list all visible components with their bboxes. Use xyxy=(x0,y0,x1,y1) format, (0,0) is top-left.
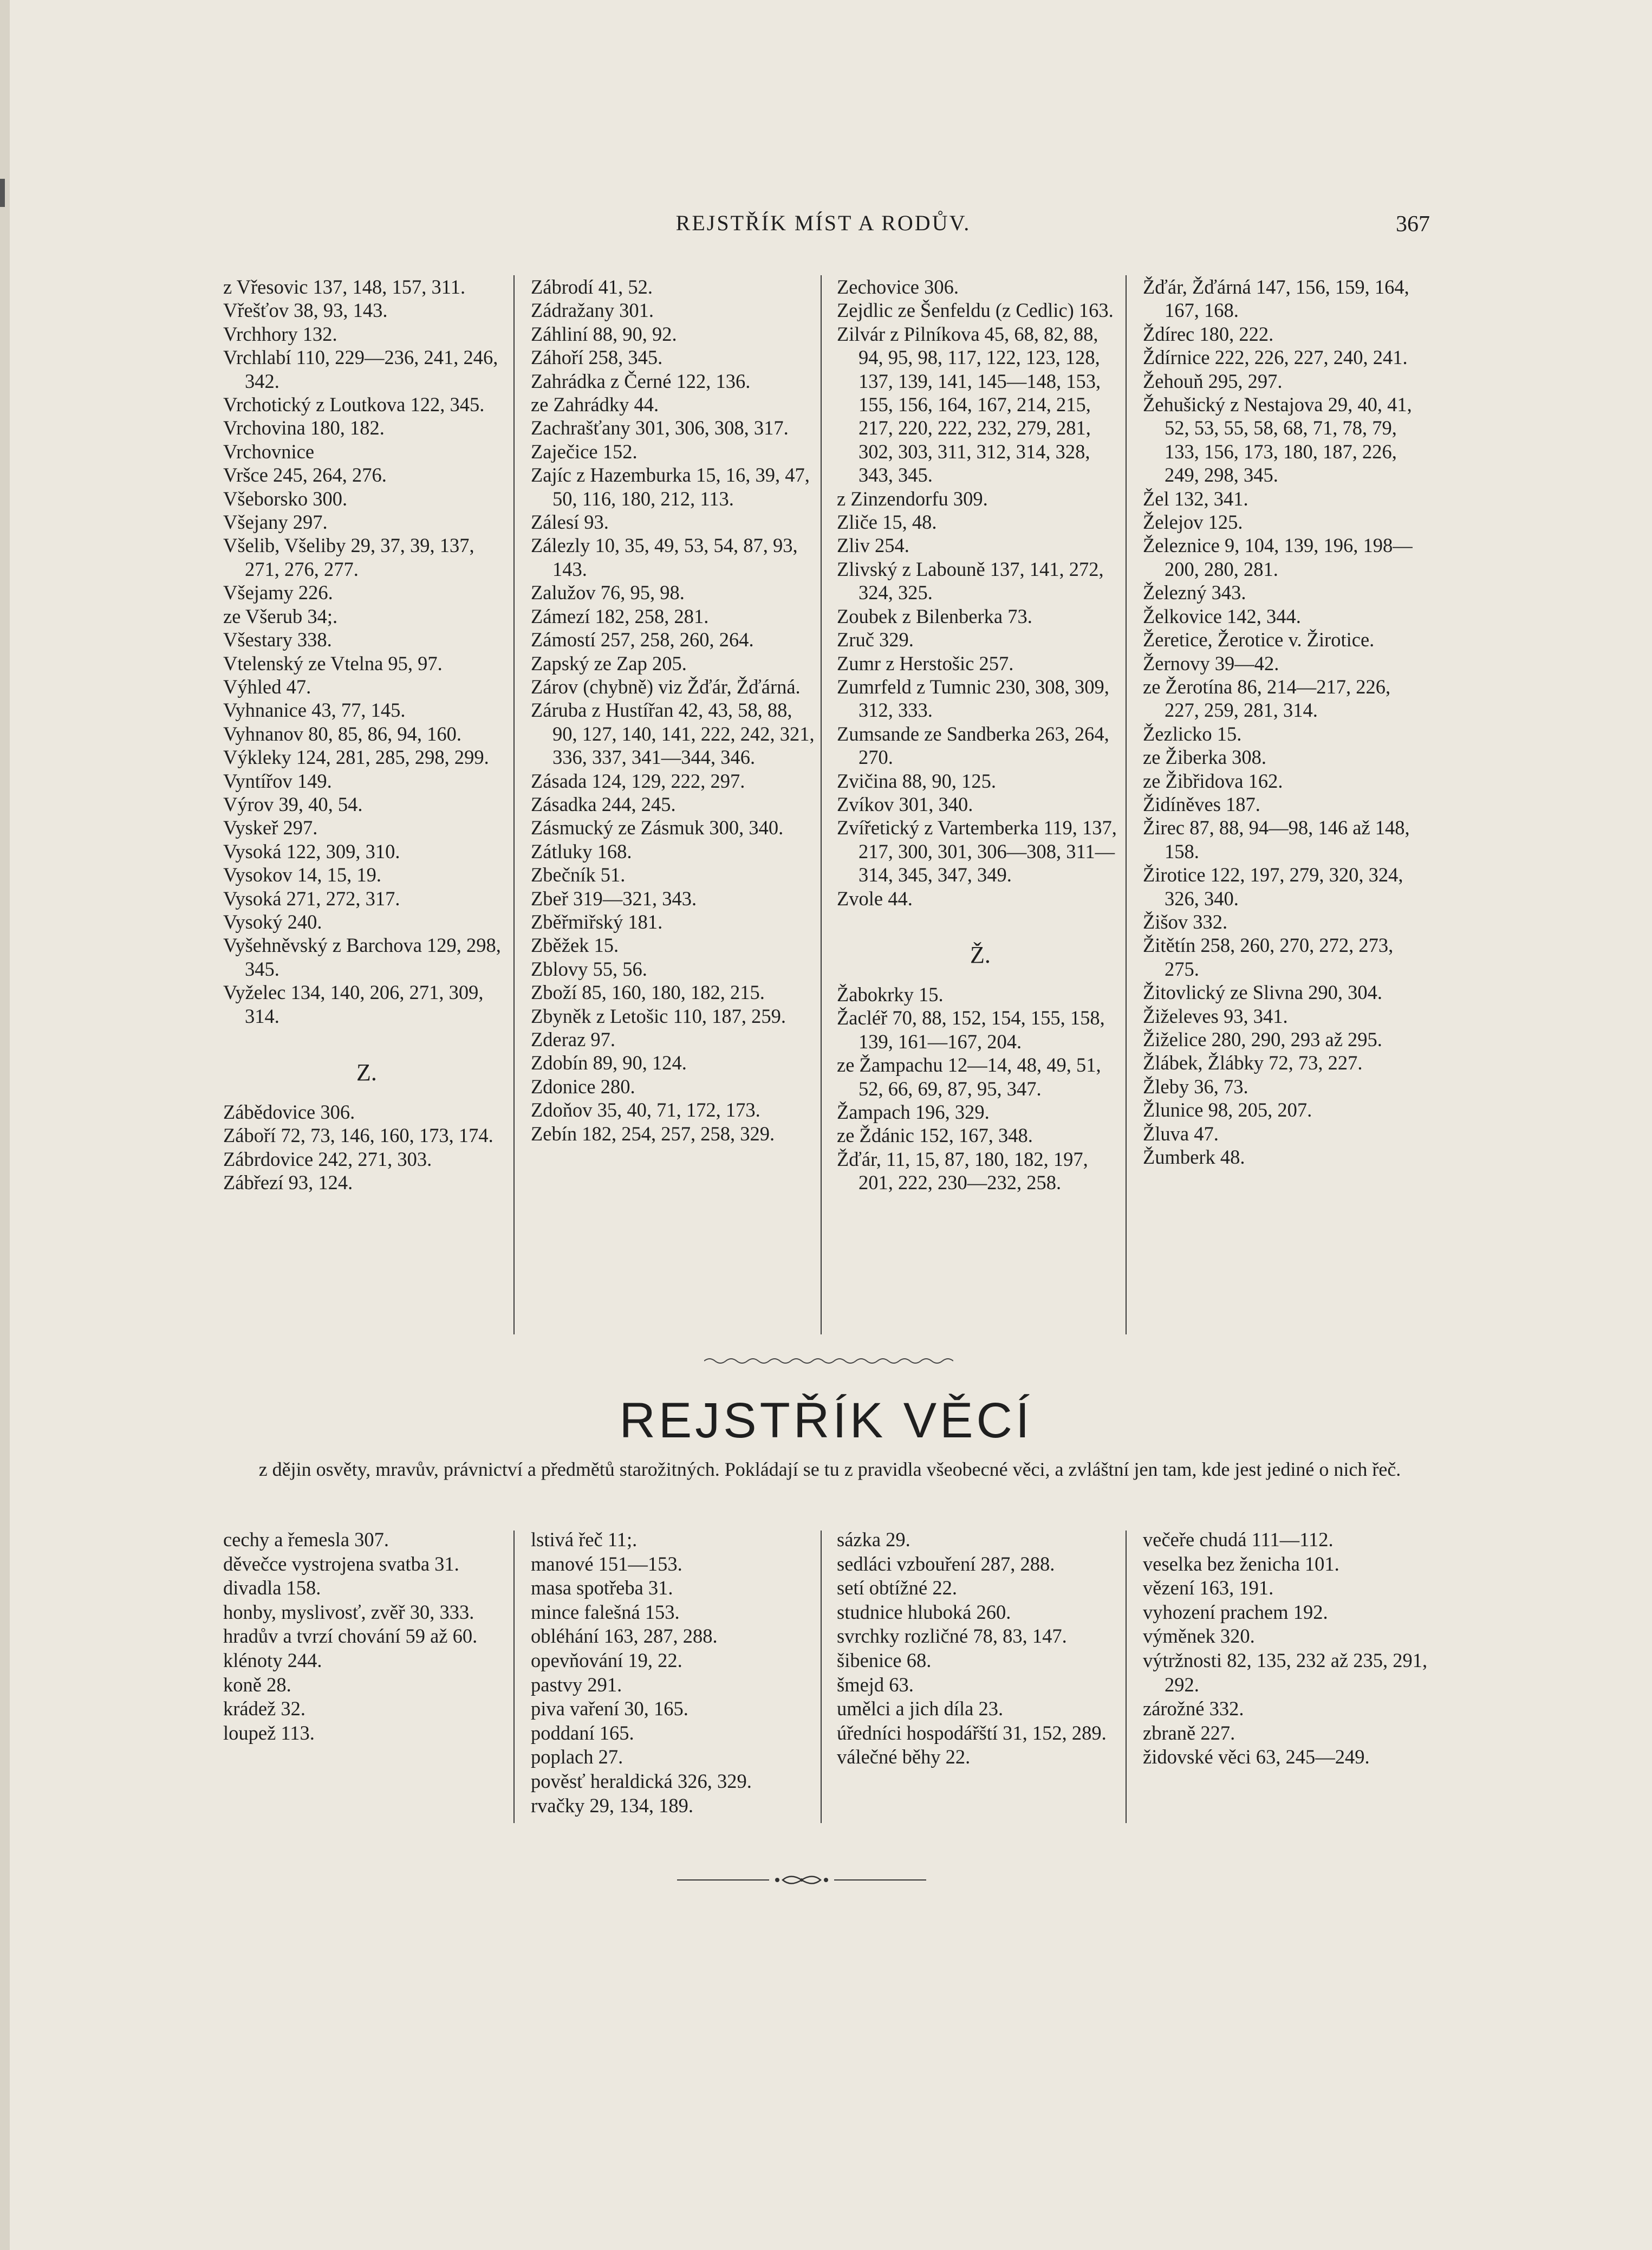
things-index-title: REJSTŘÍK VĚCÍ xyxy=(619,1393,1033,1448)
index-entry: Zábrodí 41, 52. xyxy=(531,276,653,298)
index-entry: Zárov (chybně) viz Žďár, Žďárná. xyxy=(531,675,801,698)
index-entry: ze Ždánic 152, 167, 348. xyxy=(837,1124,1033,1147)
index-entry: Zvičina 88, 90, 125. xyxy=(837,769,996,792)
things-entry: piva vaření 30, 165. xyxy=(531,1697,688,1720)
things-entry: děvečce vystrojena svatba 31. xyxy=(223,1552,459,1575)
index-entry: Zátluky 168. xyxy=(531,840,632,863)
index-entry: Zábrdovice 242, 271, 303. xyxy=(223,1147,432,1170)
index-entry: Výhled 47. xyxy=(223,675,311,698)
things-entry: cechy a řemesla 307. xyxy=(223,1528,389,1551)
things-entry: sázka 29. xyxy=(837,1528,910,1551)
things-index-subtitle: z dějin osvěty, mravův, právnictví a předmětů starožitných. Pokládají se tu z pravidla všeobecné věci, a zvláštní jen tam, kde jest jediné o nich řeč. xyxy=(258,1458,1401,1480)
index-entry: Žernovy 39—42. xyxy=(1143,652,1279,675)
index-entry: Žirotice 122, 197, 279, 320, 324, 326, 340. xyxy=(1143,864,1403,910)
index-entry: Výrov 39, 40, 54. xyxy=(223,793,363,815)
index-entry: Vyntířov 149. xyxy=(223,769,332,792)
things-entry: šibenice 68. xyxy=(837,1649,932,1671)
index-entry: Žeretice, Žerotice v. Žirotice. xyxy=(1143,628,1375,651)
things-entry: manové 151—153. xyxy=(531,1552,682,1575)
things-column-1 xyxy=(223,1528,510,1745)
things-entry: mince falešná 153. xyxy=(531,1600,680,1623)
index-entry: Zábědovice 306. xyxy=(223,1101,355,1123)
index-entry: Vtelenský ze Vtelna 95, 97. xyxy=(223,652,443,675)
things-column-2 xyxy=(531,1528,818,1818)
places-column-2-list xyxy=(531,275,818,1145)
index-entry: Vysoký 240. xyxy=(223,910,322,933)
page-edge xyxy=(0,0,10,2250)
index-entry: Žitětín 258, 260, 270, 272, 273, 275. xyxy=(1143,934,1394,980)
index-entry: Všeborsko 300. xyxy=(223,487,348,510)
things-entry: zbraně 227. xyxy=(1143,1721,1235,1744)
index-entry: Žlábek, Žlábky 72, 73, 227. xyxy=(1143,1052,1363,1074)
places-column-3-list xyxy=(837,275,1124,910)
things-entry: masa spotřeba 31. xyxy=(531,1577,673,1599)
index-entry: Zechovice 306. xyxy=(837,276,959,298)
index-entry: Zoubek z Bilenberka 73. xyxy=(837,605,1032,627)
running-title: REJSTŘÍK MÍST A RODŮV. xyxy=(675,211,971,235)
index-entry: Zachrašťany 301, 306, 308, 317. xyxy=(531,417,789,439)
things-column-1-list xyxy=(223,1528,510,1745)
things-entry: židovské věci 63, 245—249. xyxy=(1143,1746,1370,1768)
index-entry: Žampach 196, 329. xyxy=(837,1101,990,1123)
index-entry: Všejany 297. xyxy=(223,511,328,534)
index-entry: Želkovice 142, 344. xyxy=(1143,605,1301,627)
things-entry: sedláci vzbouření 287, 288. xyxy=(837,1552,1055,1575)
index-entry: Zádražany 301. xyxy=(531,299,654,322)
things-entry: opevňování 19, 22. xyxy=(531,1649,682,1671)
page-number: 367 xyxy=(1396,212,1430,237)
index-entry: Ždírec 180, 222. xyxy=(1143,322,1274,345)
things-entry: úředníci hospodářští 31, 152, 289. xyxy=(837,1721,1107,1744)
decorative-wavy-rule xyxy=(704,1354,953,1367)
things-rule-2 xyxy=(821,1531,822,1823)
index-entry: Žďár, 11, 15, 87, 180, 182, 197, 201, 222, 230—232, 258. xyxy=(837,1147,1088,1194)
things-entry: studnice hluboká 260. xyxy=(837,1600,1011,1623)
index-entry: Žitovlický ze Slivna 290, 304. xyxy=(1143,981,1382,1004)
things-entry: veselka bez ženicha 101. xyxy=(1143,1552,1339,1575)
things-entry: výměnek 320. xyxy=(1143,1625,1255,1648)
index-entry: Židíněves 187. xyxy=(1143,793,1260,815)
things-entry: divadla 158. xyxy=(223,1577,321,1599)
things-rule-1 xyxy=(513,1531,515,1823)
index-entry: Zbeř 319—321, 343. xyxy=(531,887,697,910)
index-entry: ze Žampachu 12—14, 48, 49, 51, 52, 66, 69, 87, 95, 347. xyxy=(837,1054,1101,1100)
index-entry: z Zinzendorfu 309. xyxy=(837,487,988,510)
index-entry: Zvíkov 301, 340. xyxy=(837,793,973,815)
index-entry: Zvířetický z Vartemberka 119, 137, 217, 300, 301, 306—308, 311—314, 345, 347, 349. xyxy=(837,816,1117,886)
index-entry: Zvole 44. xyxy=(837,887,913,910)
index-entry: z Vřesovic 137, 148, 157, 311. xyxy=(223,276,466,298)
things-entry: krádež 32. xyxy=(223,1697,306,1720)
things-entry: svrchky rozličné 78, 83, 147. xyxy=(837,1625,1067,1648)
index-entry: Zajíc z Hazemburka 15, 16, 39, 47, 50, 116, 180, 212, 113. xyxy=(531,464,810,510)
index-entry: Vrchotický z Loutkova 122, 345. xyxy=(223,393,485,416)
things-entry: umělci a jich díla 23. xyxy=(837,1697,1004,1720)
index-entry: Zámostí 257, 258, 260, 264. xyxy=(531,628,754,651)
places-column-4 xyxy=(1143,275,1430,1169)
column-rule-3 xyxy=(1126,275,1127,1334)
things-entry: šmejd 63. xyxy=(837,1673,914,1696)
things-column-2-list xyxy=(531,1528,818,1818)
index-entry: Zderaz 97. xyxy=(531,1028,616,1051)
index-entry: Vysokov 14, 15, 19. xyxy=(223,864,382,886)
index-entry: Zdonice 280. xyxy=(531,1075,635,1098)
section-heading-z: Z. xyxy=(356,1059,377,1086)
index-entry: Vrchlabí 110, 229—236, 241, 246, 342. xyxy=(223,346,498,392)
index-entry: ze Žiberka 308. xyxy=(1143,746,1267,769)
index-entry: Zásadka 244, 245. xyxy=(531,793,676,815)
things-rule-3 xyxy=(1126,1531,1127,1823)
index-entry: Zblovy 55, 56. xyxy=(531,957,647,980)
things-entry: lstivá řeč 11;. xyxy=(531,1528,638,1551)
things-entry: obléhání 163, 287, 288. xyxy=(531,1625,718,1648)
index-entry: Zapský ze Zap 205. xyxy=(531,652,687,675)
index-entry: Zumrfeld z Tumnic 230, 308, 309, 312, 333. xyxy=(837,675,1109,722)
index-entry: Vyželec 134, 140, 206, 271, 309, 314. xyxy=(223,981,484,1027)
things-entry: zárožné 332. xyxy=(1143,1697,1244,1720)
index-entry: Záboří 72, 73, 146, 160, 173, 174. xyxy=(223,1124,493,1147)
things-entry: loupež 113. xyxy=(223,1721,315,1744)
index-entry: Zbyněk z Letošic 110, 187, 259. xyxy=(531,1004,786,1027)
places-column-1-list xyxy=(223,275,510,1028)
index-entry: Zdoňov 35, 40, 71, 172, 173. xyxy=(531,1099,760,1121)
index-entry: Vyšehněvský z Barchova 129, 298, 345. xyxy=(223,934,501,980)
index-entry: Zásmucký ze Zásmuk 300, 340. xyxy=(531,816,784,839)
index-entry: Záruba z Hustířan 42, 43, 58, 88, 90, 127, 140, 141, 222, 242, 321, 336, 337, 341—344, 346. xyxy=(531,699,815,769)
things-entry: honby, myslivosť, zvěř 30, 333. xyxy=(223,1600,474,1623)
index-entry: Vřešťov 38, 93, 143. xyxy=(223,299,388,322)
index-entry: Vyskeř 297. xyxy=(223,816,318,839)
bottom-ornament xyxy=(677,1872,926,1888)
things-entry: rvačky 29, 134, 189. xyxy=(531,1794,694,1817)
index-entry: Všelib, Všeliby 29, 37, 39, 137, 271, 276, 277. xyxy=(223,534,474,580)
places-column-2 xyxy=(531,275,818,1145)
index-entry: Žehušický z Nestajova 29, 40, 41, 52, 53, 55, 58, 68, 71, 78, 79, 133, 156, 173, 180, 187, 226, 249, 298, 345. xyxy=(1143,393,1412,487)
index-entry: Žezlicko 15. xyxy=(1143,722,1242,745)
index-entry: Záhoří 258, 345. xyxy=(531,346,663,369)
things-entry: setí obtížné 22. xyxy=(837,1577,957,1599)
index-entry: Zdobín 89, 90, 124. xyxy=(531,1052,687,1074)
index-entry: Železnice 9, 104, 139, 196, 198—200, 280, 281. xyxy=(1143,534,1413,580)
index-entry: Železný 343. xyxy=(1143,581,1246,604)
index-entry: Vyhnanice 43, 77, 145. xyxy=(223,699,406,722)
index-entry: Zámezí 182, 258, 281. xyxy=(531,605,709,627)
index-entry: Žlunice 98, 205, 207. xyxy=(1143,1099,1312,1121)
index-entry: Žacléř 70, 88, 152, 154, 155, 158, 139, 161—167, 204. xyxy=(837,1007,1105,1053)
index-entry: Žabokrky 15. xyxy=(837,983,944,1006)
index-entry: Žďár, Žďárná 147, 156, 159, 164, 167, 168. xyxy=(1143,276,1409,322)
index-entry: Zebín 182, 254, 257, 258, 329. xyxy=(531,1122,775,1145)
index-entry: Zaječice 152. xyxy=(531,440,638,463)
index-entry: Zumsande ze Sandberka 263, 264, 270. xyxy=(837,722,1109,769)
index-entry: Ždírnice 222, 226, 227, 240, 241. xyxy=(1143,346,1408,369)
index-entry: Zilvár z Pilníkova 45, 68, 82, 88, 94, 95, 98, 117, 122, 123, 128, 137, 139, 141, 145—148, 153, 155, 156, 164, 167, 214, 215, 217, 220, 222, 232, 279, 281, 302, 303, 311, 312, 314, 328, 343, 345. xyxy=(837,322,1101,487)
index-entry: Zbečník 51. xyxy=(531,864,626,886)
index-entry: Žel 132, 341. xyxy=(1143,487,1248,510)
index-entry: ze Žibřidova 162. xyxy=(1143,769,1283,792)
things-entry: klénoty 244. xyxy=(223,1649,322,1671)
things-column-3 xyxy=(837,1528,1124,1769)
index-entry: Zběžek 15. xyxy=(531,934,619,957)
index-entry: Žehouň 295, 297. xyxy=(1143,369,1283,392)
index-entry: Žiželeves 93, 341. xyxy=(1143,1004,1288,1027)
things-column-3-list xyxy=(837,1528,1124,1769)
index-entry: Žiželice 280, 290, 293 až 295. xyxy=(1143,1028,1382,1051)
section-z-list xyxy=(223,1100,510,1195)
places-column-4-list xyxy=(1143,275,1430,1169)
index-entry: ze Zahrádky 44. xyxy=(531,393,659,416)
things-entry: válečné běhy 22. xyxy=(837,1746,971,1768)
index-entry: Všestary 338. xyxy=(223,628,332,651)
index-entry: Zálezly 10, 35, 49, 53, 54, 87, 93, 143. xyxy=(531,534,798,580)
index-entry: ze Všerub 34;. xyxy=(223,605,338,627)
index-entry: Žluva 47. xyxy=(1143,1122,1219,1145)
index-entry: Žleby 36, 73. xyxy=(1143,1075,1248,1098)
index-entry: Vrchovina 180, 182. xyxy=(223,417,385,439)
things-entry: poddaní 165. xyxy=(531,1721,634,1744)
things-entry: poplach 27. xyxy=(531,1746,623,1768)
index-entry: Vyhnanov 80, 85, 86, 94, 160. xyxy=(223,722,462,745)
index-entry: Zlivský z Labouně 137, 141, 272, 324, 325. xyxy=(837,557,1104,604)
column-rule-2 xyxy=(821,275,822,1334)
index-entry: Zalužov 76, 95, 98. xyxy=(531,581,685,604)
things-entry: vyhození prachem 192. xyxy=(1143,1600,1328,1623)
index-entry: Vysoká 122, 309, 310. xyxy=(223,840,400,863)
index-entry: Záhliní 88, 90, 92. xyxy=(531,322,677,345)
index-entry: Zruč 329. xyxy=(837,628,914,651)
index-entry: Zásada 124, 129, 222, 297. xyxy=(531,769,745,792)
index-entry: Žirec 87, 88, 94—98, 146 až 148, 158. xyxy=(1143,816,1410,863)
index-entry: Vršce 245, 264, 276. xyxy=(223,464,387,487)
index-entry: Zběřmiřský 181. xyxy=(531,910,663,933)
section-heading-zh: Ž. xyxy=(970,941,991,968)
things-entry: pastvy 291. xyxy=(531,1673,622,1696)
index-entry: Všejamy 226. xyxy=(223,581,333,604)
things-entry: pověsť heraldická 326, 329. xyxy=(531,1769,752,1792)
index-entry: Zálesí 93. xyxy=(531,511,609,534)
places-column-3 xyxy=(837,275,1124,1195)
places-column-1 xyxy=(223,275,510,1195)
things-entry: výtržnosti 82, 135, 232 až 235, 291, 292. xyxy=(1143,1649,1428,1696)
index-entry: Vrchovnice xyxy=(223,440,315,463)
index-entry: Zejdlic ze Šenfeldu (z Cedlic) 163. xyxy=(837,299,1114,322)
index-entry: Žumberk 48. xyxy=(1143,1146,1245,1169)
index-entry: Vrchhory 132. xyxy=(223,322,337,345)
things-entry: večeře chudá 111—112. xyxy=(1143,1528,1334,1551)
column-rule-1 xyxy=(513,275,515,1334)
index-entry: Zahrádka z Černé 122, 136. xyxy=(531,369,751,392)
binding-mark xyxy=(0,179,5,207)
things-entry: hradův a tvrzí chování 59 až 60. xyxy=(223,1625,478,1648)
index-entry: Zliv 254. xyxy=(837,534,909,557)
index-entry: Výkleky 124, 281, 285, 298, 299. xyxy=(223,746,489,769)
things-column-4-list xyxy=(1143,1528,1430,1769)
index-entry: Zliče 15, 48. xyxy=(837,511,937,534)
index-entry: Zábřezí 93, 124. xyxy=(223,1171,353,1194)
index-entry: Žišov 332. xyxy=(1143,910,1228,933)
section-zh-list xyxy=(837,983,1124,1195)
index-entry: ze Žerotína 86, 214—217, 226, 227, 259, 281, 314. xyxy=(1143,675,1391,722)
things-entry: vězení 163, 191. xyxy=(1143,1577,1274,1599)
things-entry: koně 28. xyxy=(223,1673,291,1696)
index-entry: Zboží 85, 160, 180, 182, 215. xyxy=(531,981,765,1004)
index-entry: Zumr z Herstošic 257. xyxy=(837,652,1014,675)
index-entry: Želejov 125. xyxy=(1143,511,1243,534)
things-column-4 xyxy=(1143,1528,1430,1769)
index-entry: Vysoká 271, 272, 317. xyxy=(223,887,400,910)
